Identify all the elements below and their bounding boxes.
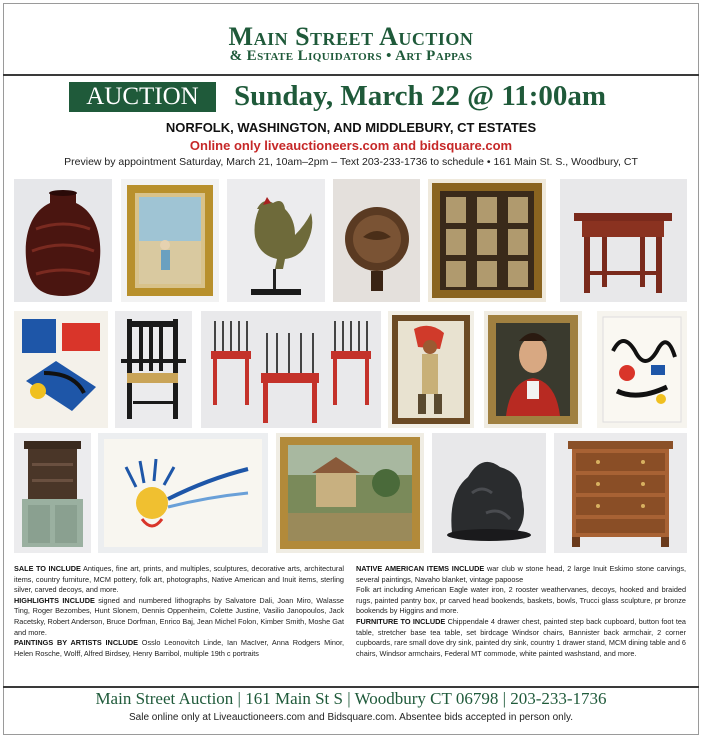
auction-date: Sunday, March 22 @ 11:00am — [234, 80, 607, 112]
company-title: Main Street Auction — [228, 22, 474, 51]
abstract-print-photo — [14, 311, 108, 428]
inuit-stone-carving-photo — [432, 433, 546, 553]
dali-lithograph-photo — [98, 433, 268, 553]
eagle-water-iron-photo — [333, 179, 420, 302]
right-text-column — [356, 564, 686, 659]
left-text-column — [14, 564, 344, 659]
miro-print-photo — [597, 311, 687, 428]
tintype-frame-photo — [428, 179, 546, 302]
red-windsor-chairs-photo — [201, 311, 381, 428]
estates-line: NORFOLK, WASHINGTON, AND MIDDLEBURY, CT ESTATES — [165, 120, 537, 135]
online-bidding-line: Online only liveauctioneers.com and bidsquare.com — [189, 138, 513, 153]
landscape-painting-photo — [276, 433, 424, 553]
preview-line: Preview by appointment Saturday, March 21, 10am–2pm – Text 203-233-1736 to schedule • 161 Main St. S., Woodbury, CT — [64, 156, 638, 168]
native-american-painting-photo — [388, 311, 474, 428]
military-portrait-photo — [484, 311, 582, 428]
company-subtitle: & Estate Liquidators • Art Pappas — [229, 48, 473, 64]
footer-note: Sale online only at Liveauctioneers.com and Bidsquare.com. Absentee bids accepted in person only. — [129, 712, 573, 723]
bannister-armchair-photo — [115, 311, 192, 428]
native-american-paragraph: NATIVE AMERICAN ITEMS INCLUDE war club w stone head, 2 large Inuit Eskimo stone carvings, several paintings, Navaho blanket, vintage papoose — [356, 564, 686, 584]
rooster-weathervane-photo — [227, 179, 325, 302]
folk-art-paragraph: Folk art including American Eagle water iron, 2 rooster weathervanes, decoys, hooked and braided rugs, painted pantry box, pr carved head bookends, baskets, bowls, Trucci glass sculpture, pr bronze bookends by Higgins and more. — [356, 585, 686, 616]
stepback-cupboard-photo — [14, 433, 91, 553]
vase-photo — [14, 179, 112, 302]
paintings-paragraph: PAINTINGS BY ARTISTS INCLUDE Osslo Leonovitch Linde, Ian MacIver, Anna Rodgers Minor, Helen Rosche, Wolff, Alfred Birdsey, Henry Barribol, multiple 19th c portraits — [14, 638, 344, 658]
auction-label: AUCTION — [69, 82, 216, 112]
highlights-paragraph: HIGHLIGHTS INCLUDE signed and numbered lithographs by Salvatore Dali, Joan Miro, Walasse Ting, Roger Bezombes, Hunt Slonem, Dennis Oppenheim, Colette Justine, Vasilio Janopoulos, Jack Racetsky, Robert Anderson, Bruce Dorfman, Enrico Baj, Jean Michel Folon, Kimber Smith, Moshe Gat and more. — [14, 595, 344, 637]
furniture-paragraph: FURNITURE TO INCLUDE Chippendale 4 drawer chest, painted step back cupboard, button foot tea table, stretcher base tea table, set birdcage Windsor chairs, Bannister back armchair, 2 corner cupboards, rare small dove dry sink, painted dry sink, country 1 drawer stand, MCM dining table and 6 chairs, Windsor armchairs, Federal MT commode, white painted washstand, and more. — [356, 616, 686, 658]
sale-includes-paragraph: SALE TO INCLUDE Antiques, fine art, prints, and multiples, sculptures, decorative arts, architectural items, country furniture, MCM pottery, folk art, photographs, Native American and Inuit items, sterling silver, carved decoys, and more. — [14, 564, 344, 595]
beach-painting-photo — [121, 179, 219, 302]
chippendale-chest-photo — [554, 433, 687, 553]
footer-contact: Main Street Auction | 161 Main St S | Woodbury CT 06798 | 203-233-1736 — [95, 689, 607, 708]
red-tea-table-photo — [560, 179, 687, 302]
header-divider — [3, 74, 699, 76]
footer-divider — [3, 686, 699, 688]
